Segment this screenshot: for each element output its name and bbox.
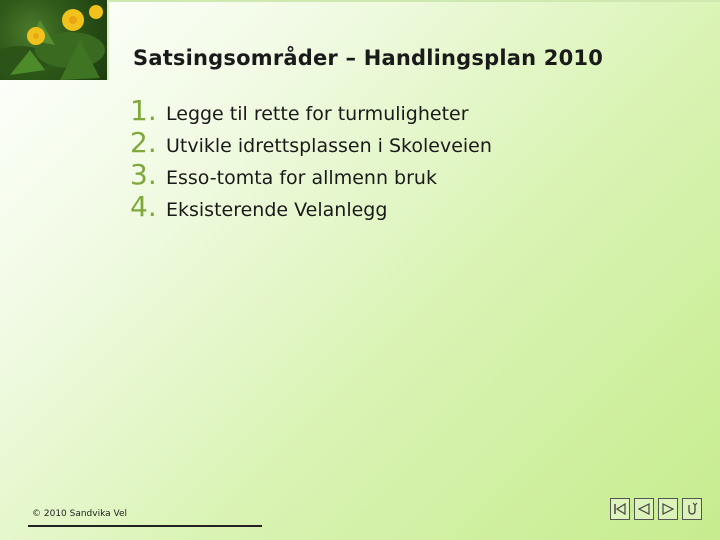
previous-slide-icon xyxy=(637,502,651,516)
list-item-text: Esso-tomta for allmenn bruk xyxy=(166,167,437,189)
header-rule xyxy=(107,0,720,2)
slide-navigation xyxy=(610,498,702,520)
list-item-number: 2. xyxy=(130,126,157,159)
first-slide-button[interactable] xyxy=(610,498,630,520)
first-slide-icon xyxy=(613,502,627,516)
slide-title: Satsingsområder – Handlingsplan 2010 xyxy=(133,46,604,70)
next-slide-icon xyxy=(661,502,675,516)
return-button[interactable] xyxy=(682,498,702,520)
list-item-text: Legge til rette for turmuligheter xyxy=(166,103,469,125)
return-icon xyxy=(685,502,699,516)
previous-slide-button[interactable] xyxy=(634,498,654,520)
list-item xyxy=(130,158,492,190)
list-item-text: Utvikle idrettsplassen i Skoleveien xyxy=(166,135,492,157)
numbered-list xyxy=(130,94,492,222)
list-item xyxy=(130,126,492,158)
list-item xyxy=(130,190,492,222)
list-item-number: 3. xyxy=(130,158,157,191)
flower-photo xyxy=(0,0,107,80)
copyright-footer: © 2010 Sandvika Vel xyxy=(32,509,128,519)
side-rule xyxy=(107,0,109,80)
next-slide-button[interactable] xyxy=(658,498,678,520)
footer-line xyxy=(28,525,262,527)
list-item-number: 1. xyxy=(130,94,157,127)
list-item-text: Eksisterende Velanlegg xyxy=(166,199,388,221)
list-item xyxy=(130,94,492,126)
list-item-number: 4. xyxy=(130,190,157,223)
